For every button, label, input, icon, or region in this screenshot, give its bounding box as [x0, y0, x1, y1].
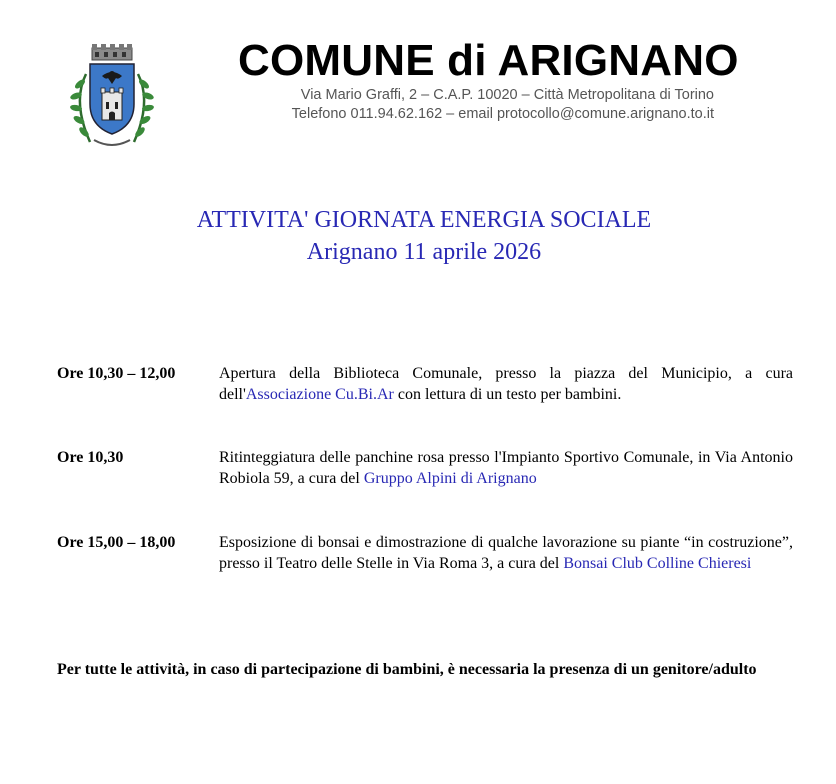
activity-text: Apertura della Biblioteca Comunale, presso la piazza del Municipio, a cura dell'	[219, 365, 793, 403]
activity-text: Ritinteggiatura delle panchine rosa presso l'Impianto Sportivo Comunale, in Via Antonio Robiola 59, a cura del	[219, 449, 793, 487]
activity-description	[219, 363, 793, 405]
municipality-contacts: Telefono 011.94.62.162 – email protocollo@comune.arignano.to.it	[291, 106, 714, 122]
activity-description	[219, 532, 793, 574]
activity-organizer: Gruppo Alpini di Arignano	[363, 470, 537, 487]
municipality-address: Via Mario Graffi, 2 – C.A.P. 10020 – Città Metropolitana di Torino	[300, 87, 714, 103]
participation-note: Per tutte le attività, in caso di partecipazione di bambini, è necessaria la presenza di un genitore/adulto	[57, 661, 757, 678]
activity-text-end: con lettura di un testo per bambini.	[393, 386, 622, 403]
activity-time: Ore 10,30 – 12,00	[57, 365, 176, 382]
activity-time: Ore 15,00 – 18,00	[57, 534, 176, 551]
activity-organizer: Bonsai Club Colline Chieresi	[563, 555, 752, 572]
event-title: ATTIVITA' GIORNATA ENERGIA SOCIALE	[196, 207, 652, 233]
activity-organizer: Associazione Cu.Bi.Ar	[245, 386, 394, 403]
activity-description	[219, 447, 793, 489]
municipality-title: COMUNE di ARIGNANO	[238, 36, 739, 85]
coat-of-arms-icon	[64, 40, 160, 156]
event-date: Arignano 11 aprile 2026	[306, 239, 542, 265]
activity-text: Esposizione di bonsai e dimostrazione di qualche lavorazione su piante “in costruzione”, presso il Teatro delle Stelle in Via Roma 3, a cura del	[219, 534, 793, 572]
activity-time: Ore 10,30	[57, 449, 124, 466]
